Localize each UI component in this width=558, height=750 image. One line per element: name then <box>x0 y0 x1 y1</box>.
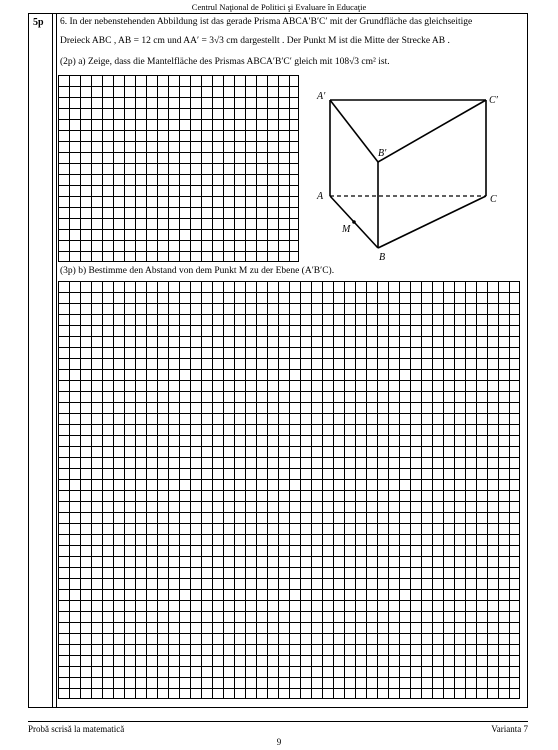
part-a-text: (2p) a) Zeige, dass die Mantelfläche des Prismas ABCA′B′C′ gleich mit 108√3 cm² ist. <box>60 57 390 67</box>
page-number: 9 <box>276 737 282 747</box>
label-c: C <box>490 194 497 205</box>
label-c1: C′ <box>489 95 498 106</box>
problem-line-2: Dreieck ABC , AB = 12 cm und AA′ = 3√3 cm dargestellt . Der Punkt M ist die Mitte der Strecke AB . <box>60 36 450 46</box>
answer-grid-b[interactable] <box>58 281 520 699</box>
footer-left: Probă scrisă la matematică <box>28 724 125 734</box>
points-badge: 5p <box>33 17 44 28</box>
label-a: A <box>317 191 324 202</box>
answer-grid-a[interactable] <box>58 75 299 262</box>
points-column-divider-inner <box>56 13 57 708</box>
page-header: Centrul Naţional de Politici şi Evaluare în Educaţie <box>191 2 367 12</box>
prism-figure <box>308 84 508 264</box>
points-column-divider <box>52 13 53 708</box>
problem-line-1: 6. In der nebenstehenden Abbildung ist das gerade Prisma ABCA′B′C′ mit der Grundfläche das gleichseitige <box>60 17 473 27</box>
footer-right: Varianta 7 <box>491 724 528 734</box>
label-b: B <box>379 252 386 263</box>
label-a1: A′ <box>317 91 326 102</box>
part-b-text: (3p) b) Bestimme den Abstand von dem Punkt M zu der Ebene (A′B′C). <box>60 266 335 276</box>
footer-divider <box>28 721 528 722</box>
label-b1: B′ <box>378 148 387 159</box>
label-m: M <box>342 224 351 235</box>
